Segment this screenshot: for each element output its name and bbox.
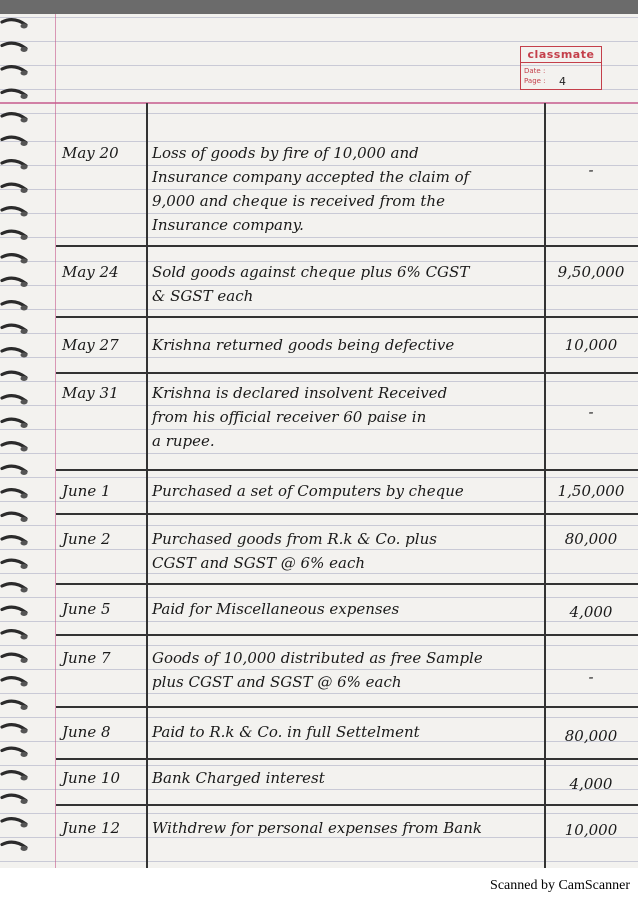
description-line: Paid for Miscellaneous expenses <box>152 600 400 618</box>
entry-description <box>152 527 537 575</box>
entry-date: June 5 <box>62 600 111 618</box>
entry-amount: 10,000 <box>564 821 618 839</box>
entry-amount: 4,000 <box>569 603 613 621</box>
description-line: & SGST each <box>152 287 254 305</box>
entry-description <box>152 597 537 621</box>
entry-date: June 1 <box>62 482 111 500</box>
entry-description <box>152 381 537 453</box>
entry-amount: 10,000 <box>564 336 618 354</box>
row-divider <box>56 316 638 318</box>
entry-description <box>152 766 537 790</box>
entry-date: May 20 <box>62 144 119 162</box>
top-edge <box>0 0 638 14</box>
row-divider <box>56 372 638 374</box>
classmate-stamp <box>520 46 602 90</box>
column-divider-amount <box>544 103 546 868</box>
stamp-date-label: Date : <box>524 67 546 75</box>
entry-description <box>152 479 537 503</box>
margin-line-left <box>55 14 56 868</box>
entry-amount: 1,50,000 <box>557 482 625 500</box>
stamp-page-label: Page : <box>524 77 546 85</box>
entry-date: May 27 <box>62 336 119 354</box>
description-line: plus CGST and SGST @ 6% each <box>152 673 402 691</box>
entry-date: June 10 <box>62 769 121 787</box>
entry-date: June 7 <box>62 649 111 667</box>
entry-amount: 9,50,000 <box>557 263 625 281</box>
row-divider <box>56 804 638 806</box>
stamp-page-number: 4 <box>559 75 566 88</box>
entry-description <box>152 646 537 694</box>
description-line: Insurance company. <box>152 216 304 234</box>
entry-amount: 4,000 <box>569 775 613 793</box>
description-line: Withdrew for personal expenses from Bank <box>152 819 482 837</box>
entry-date: June 2 <box>62 530 111 548</box>
entry-date: June 8 <box>62 723 111 741</box>
entry-description <box>152 260 537 308</box>
row-divider <box>56 583 638 585</box>
description-line: Purchased goods from R.k & Co. plus <box>152 530 437 548</box>
entry-amount: 80,000 <box>564 530 618 548</box>
entry-amount: - <box>588 161 594 179</box>
row-divider <box>56 706 638 708</box>
description-line: Purchased a set of Computers by cheque <box>152 482 464 500</box>
row-divider <box>56 245 638 247</box>
row-divider <box>56 513 638 515</box>
description-line: a rupee. <box>152 432 215 450</box>
entry-description <box>152 816 537 840</box>
description-line: Paid to R.k & Co. in full Settelment <box>152 723 420 741</box>
row-divider <box>56 634 638 636</box>
description-line: Bank Charged interest <box>152 769 325 787</box>
row-divider <box>56 758 638 760</box>
description-line: Goods of 10,000 distributed as free Sample <box>152 649 483 667</box>
column-divider-date <box>146 103 148 868</box>
description-line: 9,000 and cheque is received from the <box>152 192 445 210</box>
entry-date: May 24 <box>62 263 119 281</box>
description-line: Krishna is declared insolvent Received <box>152 384 448 402</box>
entry-amount: - <box>588 403 594 421</box>
entry-amount: 80,000 <box>564 727 618 745</box>
margin-line-top <box>0 102 638 104</box>
entry-description <box>152 333 537 357</box>
entry-amount: - <box>588 668 594 686</box>
description-line: Krishna returned goods being defective <box>152 336 455 354</box>
description-line: from his official receiver 60 paise in <box>152 408 427 426</box>
stamp-brand: classmate <box>521 48 601 63</box>
spiral-binding-icon <box>0 14 42 868</box>
entry-description <box>152 720 537 744</box>
entry-date: June 12 <box>62 819 121 837</box>
entry-description <box>152 141 537 237</box>
description-line: Sold goods against cheque plus 6% CGST <box>152 263 470 281</box>
description-line: CGST and SGST @ 6% each <box>152 554 366 572</box>
description-line: Insurance company accepted the claim of <box>152 168 470 186</box>
scanner-watermark: Scanned by CamScanner <box>490 878 630 893</box>
row-divider <box>56 469 638 471</box>
entry-date: May 31 <box>62 384 119 402</box>
description-line: Loss of goods by fire of 10,000 and <box>152 144 419 162</box>
